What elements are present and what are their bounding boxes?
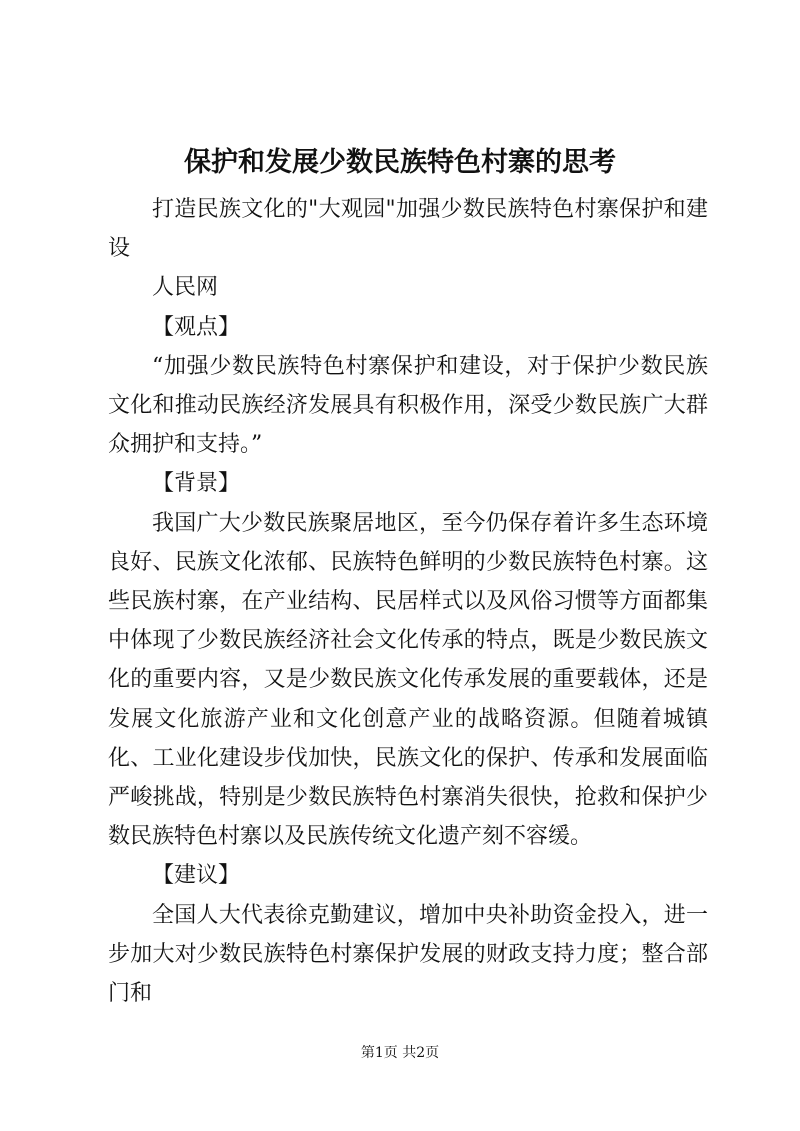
viewpoint-paragraph: “加强少数民族特色村寨保护和建设，对于保护少数民族文化和推动民族经济发展具有积极作用，深受少数民族广大群众拥护和支持。” [108, 353, 708, 458]
section-heading-background: 【背景】 [152, 471, 241, 497]
subtitle-paragraph: 打造民族文化的"大观园"加强少数民族特色村寨保护和建设 [108, 197, 708, 262]
background-paragraph: 我国广大少数民族聚居地区，至今仍保存着许多生态环境良好、民族文化浓郁、民族特色鲜明的少数民族特色村寨。这些民族村寨，在产业结构、民居样式以及风俗习惯等方面都集中体现了少数民族经济社会文化传承的特点，既是少数民族文化的重要内容，又是少数民族文化传承发展的重要载体，还是发展文化旅游产业和文化创意产业的战略资源。但随着城镇化、工业化建设步伐加快，民族文化的保护、传承和发展面临严峻挑战，特别是少数民族特色村寨消失很快，抢救和保护少数民族特色村寨以及民族传统文化遗产刻不容缓。 [108, 510, 708, 850]
document-title: 保护和发展少数民族特色村寨的思考 [184, 147, 616, 178]
source-paragraph: 人民网 [152, 275, 219, 301]
section-heading-suggestion: 【建议】 [152, 863, 241, 889]
section-heading-viewpoint: 【观点】 [152, 314, 241, 340]
suggestion-paragraph: 全国人大代表徐克勤建议，增加中央补助资金投入，进一步加大对少数民族特色村寨保护发展的财政支持力度；整合部门和 [108, 902, 708, 1007]
document-body [108, 190, 708, 1013]
page-footer: 第1页 共2页 [360, 1045, 440, 1061]
